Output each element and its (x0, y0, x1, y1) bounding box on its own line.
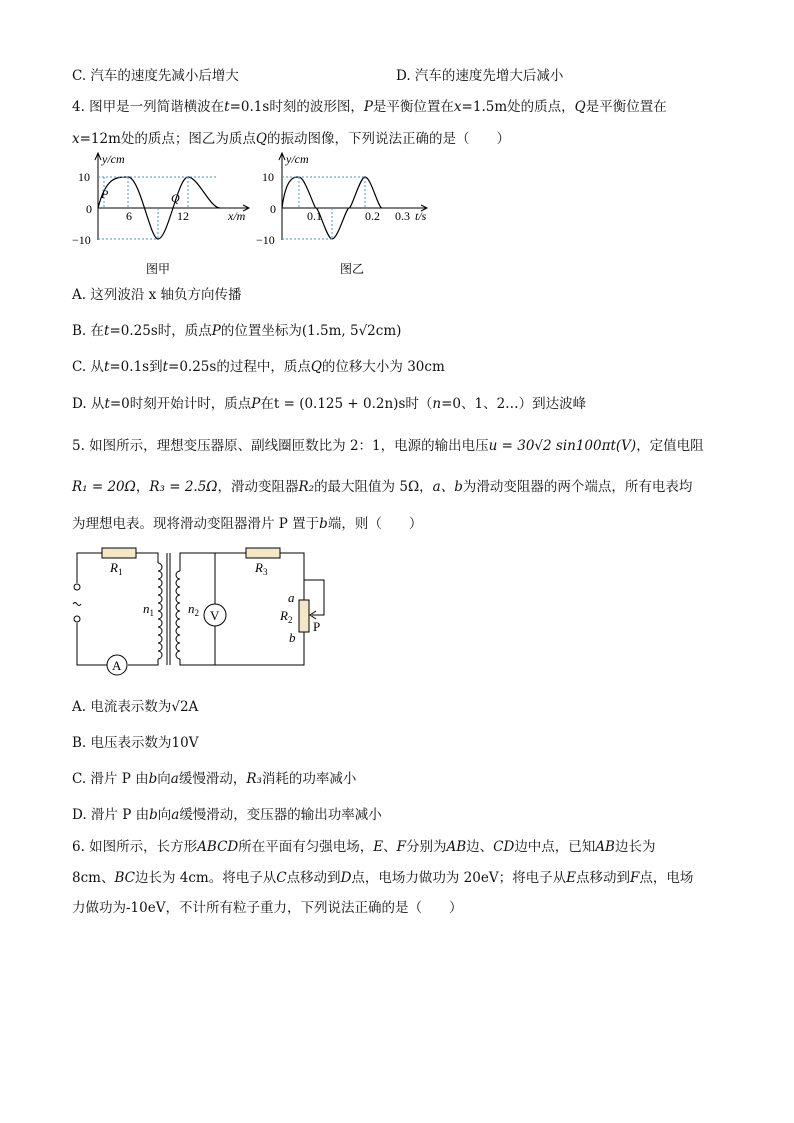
graph1-xlabel: x/m (228, 209, 246, 223)
graph1-ylabel: y/cm (102, 152, 125, 166)
graph2-tick-pos: 10 (262, 170, 274, 184)
circuit-voltmeter-label: V (210, 608, 220, 623)
circuit-r3-label: $R_3$ (255, 560, 268, 577)
graph2-tick-x3: 0.3 (395, 209, 410, 223)
circuit-r1-label: $R_1$ (110, 560, 123, 577)
wave-graph-jia (68, 152, 268, 277)
q5-option-d: D. 滑片 P 由b向a缓慢滑动，变压器的输出功率减小 (72, 807, 382, 823)
circuit-n2-label: $n_2$ (188, 601, 199, 618)
q5-stem-line3: 为理想电表。现将滑动变阻器滑片 P 置于b端，则（ ） (72, 516, 423, 532)
q5-option-b: B. 电压表示数为10V (72, 735, 199, 751)
q6-stem-line1: 6. 如图所示，长方形ABCD所在平面有匀强电场，E、F分别为AB边、CD边中点，已知AB边长为 (72, 839, 656, 855)
q5-stem-line2: R₁ = 20Ω，R₃ = 2.5Ω，滑动变阻器R₂的最大阻值为 5Ω，a、b为滑动变阻器的两个端点，所有电表均 (72, 479, 693, 495)
q5-stem-line1: 5. 如图所示，理想变压器原、副线圈匝数比为 2：1，电源的输出电压u = 30√2 sin100πt(V)，定值电阻 (72, 438, 704, 454)
graph1-point-q: Q (171, 191, 180, 205)
circuit-b-label: b (289, 630, 296, 645)
graph1-point-p: P (101, 187, 109, 201)
circuit-r2-label: $R_2$ (280, 608, 293, 625)
circuit-n1-label: $n_1$ (143, 601, 154, 618)
q3-option-d: D. 汽车的速度先增大后减小 (396, 68, 564, 84)
q5-option-a: A. 电流表示数为√2A (72, 699, 199, 715)
graph2-ylabel: y/cm (286, 152, 309, 166)
q4-option-a: A. 这列波沿 x 轴负方向传播 (72, 287, 242, 303)
graph2-origin: 0 (270, 202, 276, 216)
graph1-tick-neg: −10 (72, 233, 91, 247)
q6-stem-line3: 力做功为-10eV，不计所有粒子重力，下列说法正确的是（ ） (72, 900, 463, 916)
q4-option-d: D. 从t=0时刻开始计时，质点P在t = (0.125 + 0.2n)s时（n=0、1、2…）到达波峰 (72, 396, 587, 412)
graph2-xlabel: t/s (415, 209, 427, 223)
circuit-ammeter-label: A (112, 658, 122, 673)
q4-option-c: C. 从t=0.1s到t=0.25s的过程中，质点Q的位移大小为 30cm (72, 359, 445, 375)
q4-stem-line1: 4. 图甲是一列简谐横波在t=0.1s时刻的波形图，P是平衡位置在x=1.5m处的质点，Q是平衡位置在 (72, 99, 667, 115)
graph2-tick-neg: −10 (256, 233, 275, 247)
q4-stem-line2: x=12m处的质点；图乙为质点Q的振动图像，下列说法正确的是（ ） (72, 131, 510, 147)
graph2-caption: 图乙 (340, 262, 365, 276)
circuit-p-label: P (313, 619, 321, 634)
transformer-circuit (70, 545, 340, 675)
circuit-a-label: a (288, 590, 295, 605)
graph2-tick-x2: 0.2 (365, 209, 380, 223)
graph1-tick-x2: 12 (177, 209, 189, 223)
vibration-graph-yi (252, 152, 432, 277)
ac-source-icon (73, 603, 81, 606)
q3-option-c: C. 汽车的速度先减小后增大 (72, 68, 239, 84)
q4-option-b: B. 在t=0.25s时，质点P的位置坐标为(1.5m, 5√2cm) (72, 323, 402, 339)
q5-option-c: C. 滑片 P 由b向a缓慢滑动，R₃消耗的功率减小 (72, 771, 357, 787)
graph1-tick-x1: 6 (126, 209, 132, 223)
graph2-tick-x1: 0.1 (307, 209, 322, 223)
graph1-caption: 图甲 (146, 262, 171, 276)
graph1-origin: 0 (86, 202, 92, 216)
q6-stem-line2: 8cm、BC边长为 4cm。将电子从C点移动到D点，电场力做功为 20eV；将电子从E点移动到F点，电场 (72, 870, 694, 886)
graph1-tick-pos: 10 (78, 170, 90, 184)
